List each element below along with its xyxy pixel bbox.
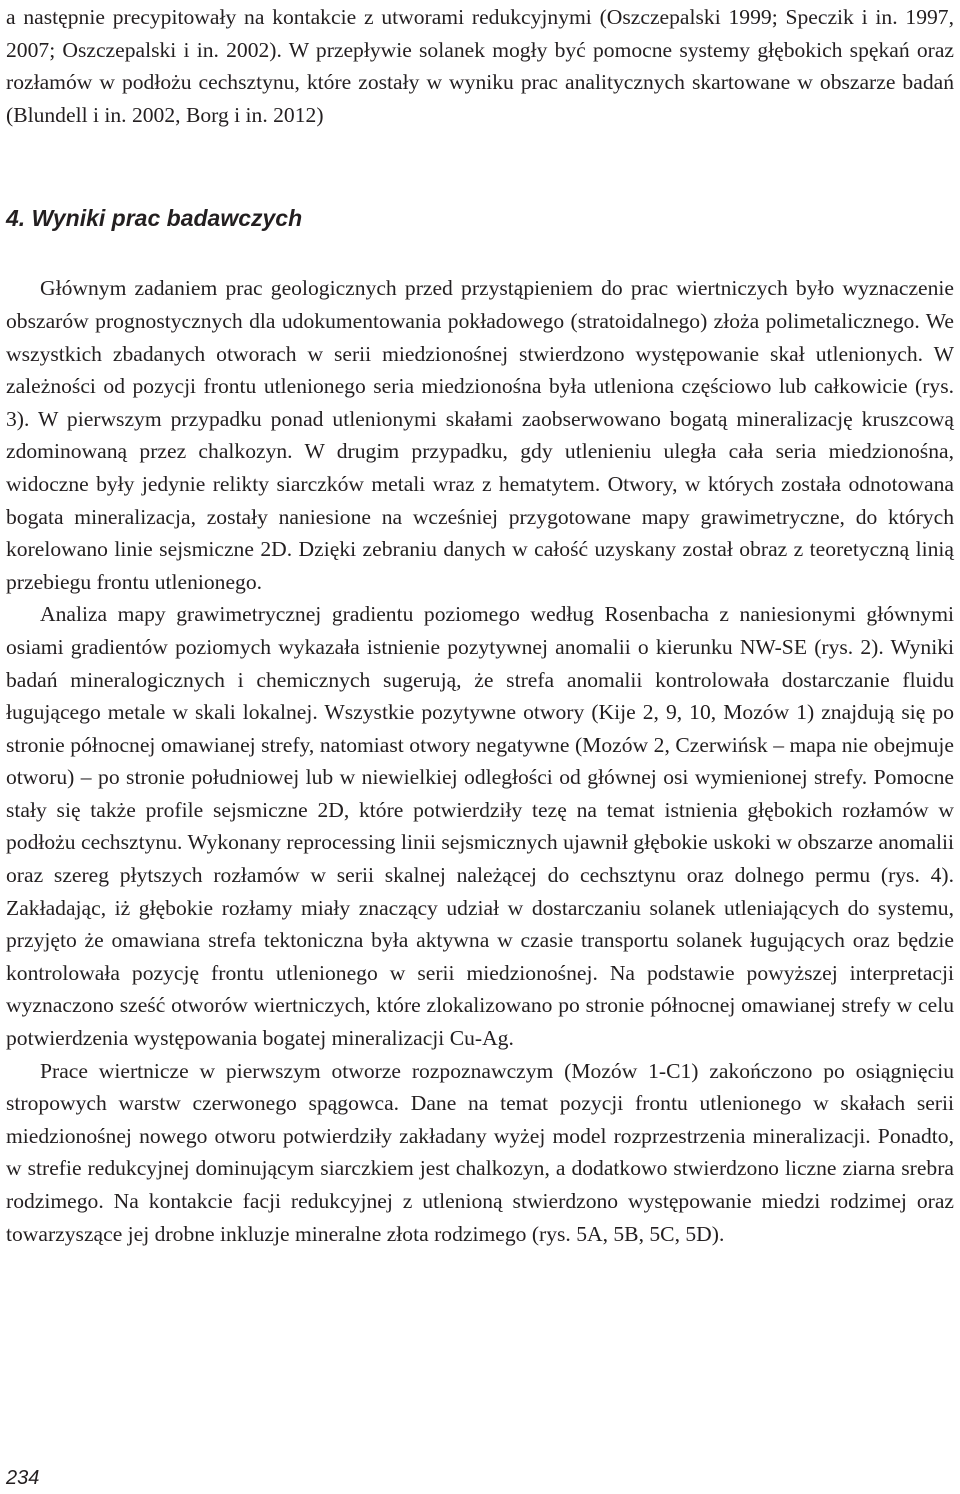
body-paragraph-3: Prace wiertnicze w pierwszym otworze rozpoznawczym (Mozów 1-C1) zakończono po osiągnięciu stropowych warstw czerwonego spągowca. Dane na temat pozycji frontu utlenionego w skałach serii miedzionośnej nowego otworu potwierdziły zakładany wyżej model rozprzestrzenia mineralizacji. Ponadto, w strefie redukcyjnej dominującym siarczkiem jest chalkozyn, a dodatkowo stwierdzono liczne ziarna srebra rodzimego. Na kontakcie facji redukcyjnej z utlenioną stwierdzono występowanie miedzi rodzimej oraz towarzyszące jej drobne inkluzje mineralne złota rodzimego (rys. 5A, 5B, 5C, 5D). [6,1058,954,1246]
continued-paragraph: a następnie precypitowały na kontakcie z utworami redukcyjnymi (Oszczepalski 1999; Speczik i in. 1997, 2007; Oszczepalski i in. 2002). W przepływie solanek mogły być pomocne systemy głębokich spękań oraz rozłamów w podłożu cechsztynu, które zostały w wyniku prac analitycznych skartowane w obszarze badań (Blundell i in. 2002, Borg i in. 2012) [6,5,954,127]
document-page [6,0,954,1250]
section-heading: 4. Wyniki prac badawczych [6,205,303,232]
body-paragraph-1: Głównym zadaniem prac geologicznych przed przystąpieniem do prac wiertniczych było wyznaczenie obszarów prognostycznych dla udokumentowania pokładowego (stratoidalnego) złoża polimetalicznego. We wszystkich zbadanych otworach w serii miedzionośnej stwierdzono występowanie skał utlenionych. W zależności od pozycji frontu utlenionego seria miedzionośna była utleniona częściowo lub całkowicie (rys. 3). W pierwszym przypadku ponad utlenionymi skałami zaobserwowano bogatą mineralizację kruszcową zdominowaną przez chalkozyn. W drugim przypadku, gdy utlenieniu uległa cała seria miedzionośna, widoczne były jedynie relikty siarczków metali wraz z hematytem. Otwory, w których została odnotowana bogata mineralizacja, zostały naniesione na wcześniej przygotowane mapy grawimetryczne, do których korelowano linie sejsmiczne 2D. Dzięki zebraniu danych w całość uzyskany został obraz z teoretyczną linią przebiegu frontu utlenionego. [6,276,954,594]
page-number: 234 [6,1467,40,1489]
body-paragraph-2: Analiza mapy grawimetrycznej gradientu poziomego według Rosenbacha z naniesionymi głównymi osiami gradientów poziomych wykazała istnienie pozytywnej anomalii o kierunku NW-SE (rys. 2). Wyniki badań mineralogicznych i chemicznych sugerują, że strefa anomalii kontrolowała dostarczanie fluidu ługującego metale w skali lokalnej. Wszystkie pozytywne otwory (Kije 2, 9, 10, Mozów 1) znajdują się po stronie północnej omawianej strefy, natomiast otwory negatywne (Mozów 2, Czerwińsk – mapa nie obejmuje otworu) – po stronie południowej lub w niewielkiej odległości od głównej osi wymienionej strefy. Pomocne stały się także profile sejsmiczne 2D, które potwierdziły tezę na temat istnienia głębokich rozłamów w podłożu cechsztynu. Wykonany reprocessing linii sejsmicznych ujawnił głębokie uskoki w obszarze anomalii oraz szereg płytszych rozłamów w serii skalnej należącej do cechsztynu oraz dolnego permu (rys. 4). Zakładając, iż głębokie rozłamy miały znaczący udział w dostarczaniu solanek utleniających do systemu, przyjęto że omawiana strefa tektoniczna była aktywna w czasie transportu solanek ługujących oraz będzie kontrolowała pozycję frontu utlenionego w serii miedzionośnej. Na podstawie powyższej interpretacji wyznaczono sześć otworów wiertniczych, które zlokalizowano po stronie północnej omawianej strefy w celu potwierdzenia występowania bogatej mineralizacji Cu-Ag. [6,602,954,1051]
